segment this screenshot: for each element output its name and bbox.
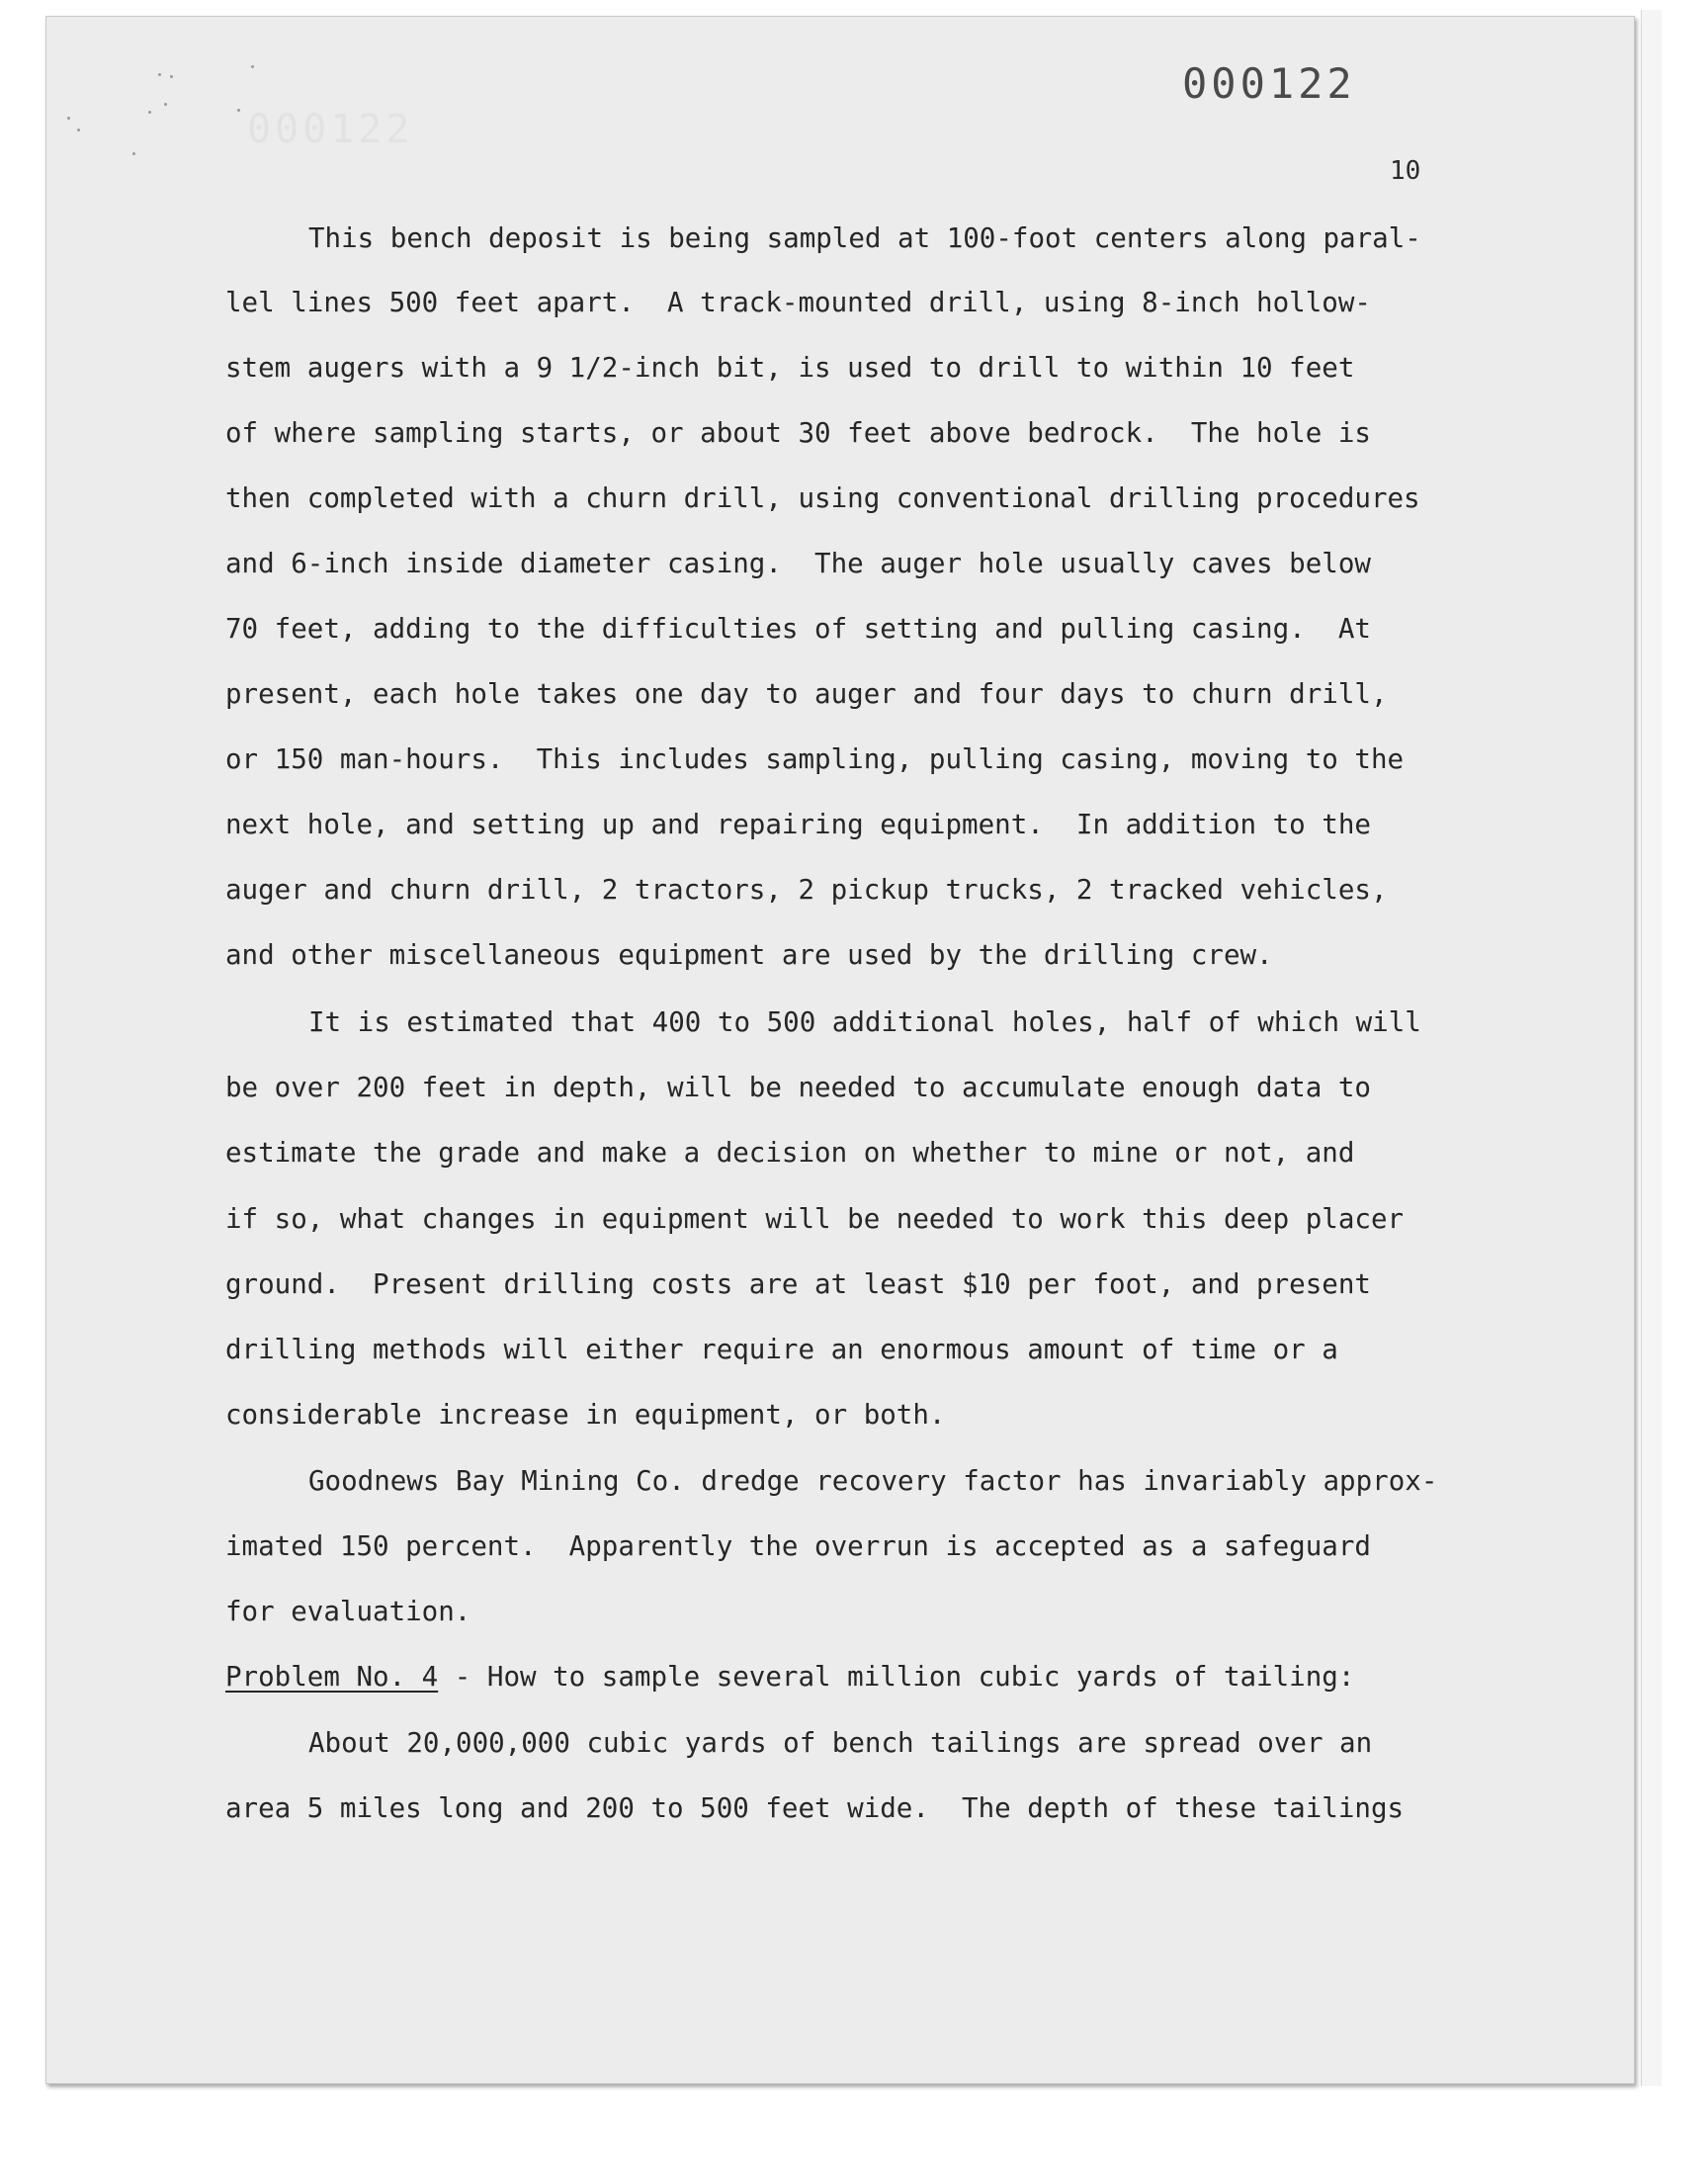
scan-speck [67,117,70,120]
scan-speck [148,111,151,114]
scan-speck [170,75,173,78]
text-line: About 20,000,000 cubic yards of bench tailings are spread over an [308,1727,1373,1759]
text-line: stem augers with a 9 1/2-inch bit, is used to drill to within 10 feet [225,352,1355,384]
problem-heading-line [225,1660,1354,1694]
text-line: drilling methods will either require an enormous amount of time or a [225,1334,1338,1365]
text-line: and 6-inch inside diameter casing. The auger hole usually caves below [225,548,1371,579]
text-line: 70 feet, adding to the difficulties of setting and pulling casing. At [225,613,1371,645]
document-page [45,16,1635,2084]
text-line: This bench deposit is being sampled at 100-foot centers along paral- [308,222,1421,254]
text-line: It is estimated that 400 to 500 additional holes, half of which will [308,1006,1421,1038]
text-line: of where sampling starts, or about 30 feet above bedrock. The hole is [225,417,1371,449]
scan-speck [251,65,254,68]
text-line: present, each hole takes one day to auger and four days to churn drill, [225,678,1388,710]
text-line: ground. Present drilling costs are at least $10 per foot, and present [225,1268,1371,1300]
scan-speck [132,152,135,155]
text-line: considerable increase in equipment, or both. [225,1399,946,1431]
page-number: 10 [1390,156,1421,186]
text-line: lel lines 500 feet apart. A track-mounted drill, using 8-inch hollow- [225,287,1371,318]
document-stamp-number: 000122 [1182,59,1356,108]
text-line: next hole, and setting up and repairing equipment. In addition to the [225,809,1371,840]
text-line: auger and churn drill, 2 tractors, 2 pickup trucks, 2 tracked vehicles, [225,874,1388,906]
problem-text: - How to sample several million cubic yards of tailing: [438,1661,1355,1693]
text-line: imated 150 percent. Apparently the overrun is accepted as a safeguard [225,1530,1371,1562]
page-edge [1641,10,1662,2086]
text-line: be over 200 feet in depth, will be needed to accumulate enough data to [225,1072,1371,1103]
text-line: and other miscellaneous equipment are used by the drilling crew. [225,939,1273,971]
stamp-bleed-through: 000122 [247,107,414,152]
text-line: or 150 man-hours. This includes sampling, pulling casing, moving to the [225,743,1405,775]
text-line: Goodnews Bay Mining Co. dredge recovery factor has invariably approx- [308,1465,1438,1497]
text-line: estimate the grade and make a decision on whether to mine or not, and [225,1137,1355,1169]
scan-speck [164,103,167,106]
text-line: for evaluation. [225,1596,471,1627]
text-line: area 5 miles long and 200 to 500 feet wide. The depth of these tailings [225,1792,1405,1824]
text-line: then completed with a churn drill, using conventional drilling procedures [225,482,1420,514]
scan-speck [77,129,80,131]
problem-heading: Problem No. 4 [225,1661,439,1693]
scan-speck [158,73,161,76]
text-line: if so, what changes in equipment will be needed to work this deep placer [225,1203,1405,1235]
scan-speck [237,109,240,112]
